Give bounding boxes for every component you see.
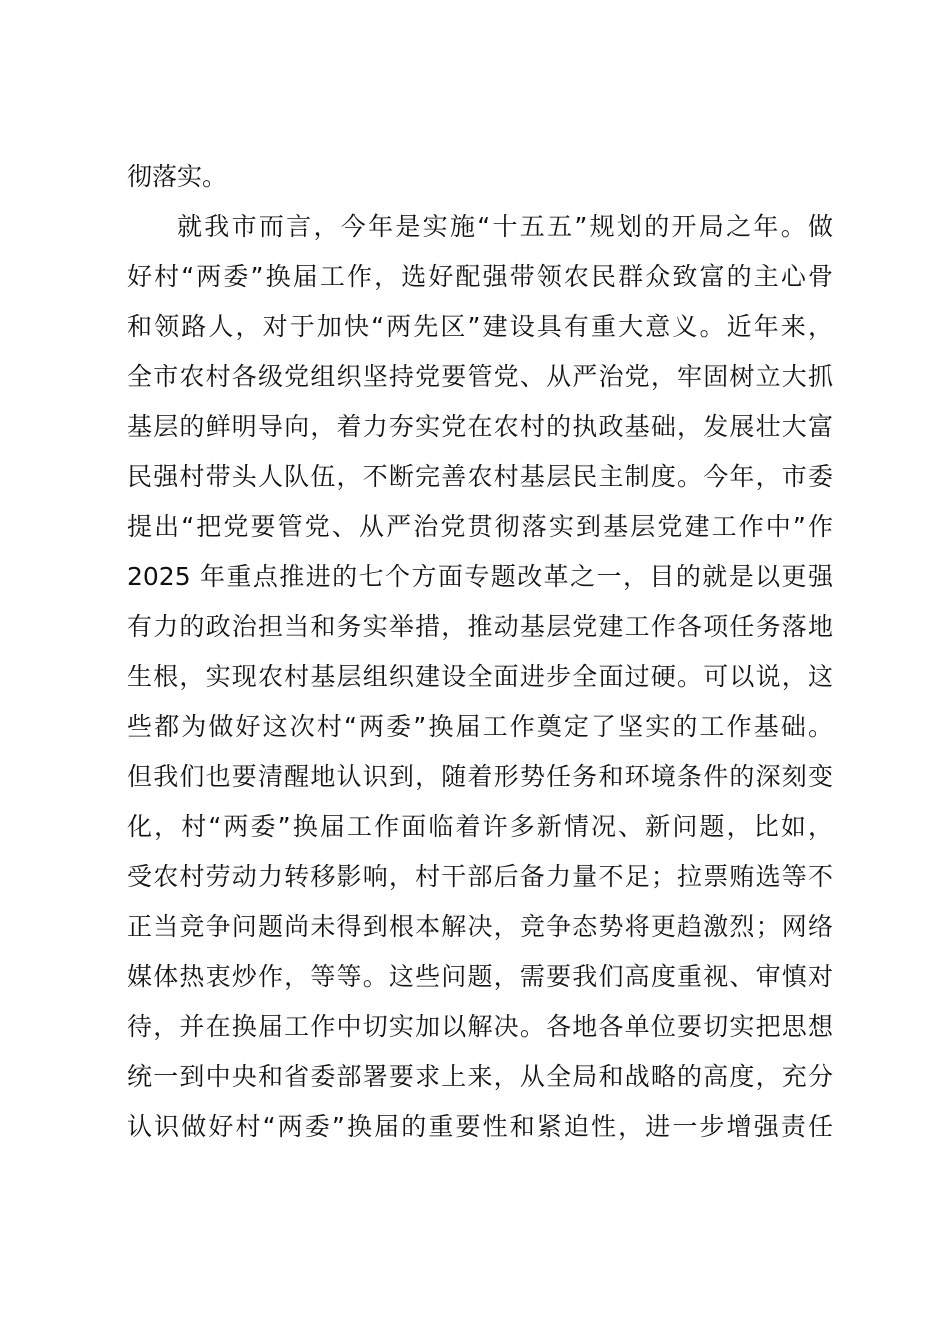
text-line-14: 化，村“两委”换届工作面临着许多新情况、新问题，比如， [127,812,833,841]
text-line-5: 全市农村各级党组织坚持党要管党、从严治党，牢固树立大抓 [127,362,833,391]
text-line-11: 生根，实现农村基层组织建设全面进步全面过硬。可以说，这 [127,662,833,691]
text-line-16: 正当竞争问题尚未得到根本解决，竞争态势将更趋激烈；网络 [127,912,833,941]
text-line-1: 彻落实。 [127,162,228,191]
text-line-10: 有力的政治担当和务实举措，推动基层党建工作各项任务落地 [127,612,833,641]
text-line-12: 些都为做好这次村“两委”换届工作奠定了坚实的工作基础。 [127,712,833,741]
text-line-15: 受农村劳动力转移影响，村干部后备力量不足；拉票贿选等不 [127,862,833,891]
text-line-9: 2025 年重点推进的七个方面专题改革之一，目的就是以更强 [127,562,833,591]
text-line-13: 但我们也要清醒地认识到，随着形势任务和环境条件的深刻变 [127,762,833,791]
document-body [127,152,833,1152]
text-line-20: 认识做好村“两委”换届的重要性和紧迫性，进一步增强责任 [127,1112,833,1141]
text-line-8: 提出“把党要管党、从严治党贯彻落实到基层党建工作中”作 [127,512,833,541]
text-line-6: 基层的鲜明导向，着力夯实党在农村的执政基础，发展壮大富 [127,412,833,441]
text-line-7: 民强村带头人队伍，不断完善农村基层民主制度。今年，市委 [127,462,833,491]
text-line-4: 和领路人，对于加快“两先区”建设具有重大意义。近年来， [127,312,833,341]
text-line-19: 统一到中央和省委部署要求上来，从全局和战略的高度，充分 [127,1062,833,1091]
text-line-17: 媒体热衷炒作，等等。这些问题，需要我们高度重视、审慎对 [127,962,833,991]
text-line-3: 好村“两委”换届工作，选好配强带领农民群众致富的主心骨 [127,262,833,291]
text-line-2: 就我市而言，今年是实施“十五五”规划的开局之年。做 [177,212,833,241]
text-line-18: 待，并在换届工作中切实加以解决。各地各单位要切实把思想 [127,1012,833,1041]
